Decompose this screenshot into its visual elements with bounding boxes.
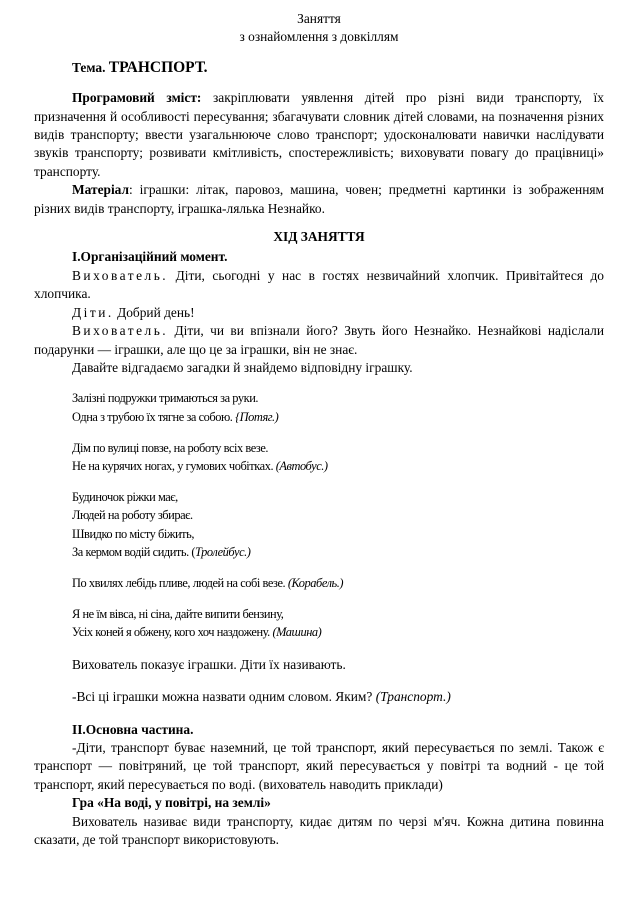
section1-text-2: Добрий день! [113, 304, 195, 320]
question-text: -Всі ці іграшки можна назвати одним словом. Яким? [72, 689, 376, 705]
show-toys-line: Вихователь показує іграшки. Діти їх називають. [72, 656, 346, 672]
section1-text-1: Діти, сьогодні у нас в гостях незвичайний хлопчик. Привітайтеся до хлопчика. [34, 267, 604, 302]
riddle-line: Залізні подружки тримаються за руки. [72, 391, 259, 406]
material-paragraph [34, 181, 604, 218]
section2-title: ІІ.Основна частина. [72, 721, 194, 737]
section1-title: І.Організаційний момент. [72, 249, 228, 265]
riddle-text: По хвилях лебідь пливе, людей на собі везе. [72, 576, 288, 591]
header-line-2: з ознайомлення з довкіллям [239, 29, 399, 45]
riddle-answer: (Машина) [272, 625, 322, 640]
riddle-line: Я не їм вівса, ні сіна, дайте випити бензину, [72, 606, 284, 621]
riddle-line [72, 408, 604, 427]
riddle-answer: (Корабель.) [287, 576, 344, 591]
section1-paragraph-3 [34, 322, 604, 359]
riddle-line [72, 543, 604, 562]
theme-label: Тема. [72, 59, 106, 75]
section2-paragraph-2: Вихователь називає види транспорту, кидає дитям по черзі м'яч. Кожна дитина повинна сказати, де той транспорт використовують. [34, 813, 604, 848]
speaker-teacher: Вихователь. [72, 323, 169, 339]
riddle-line: Людей на роботу збирає. [72, 508, 193, 523]
theme-value: ТРАНСПОРТ. [108, 58, 208, 76]
section2-paragraph-1: -Діти, транспорт буває наземний, це той транспорт, який пересувається по землі. Також є транспорт — повітряний, це той транспорт, який пересувається у повітрі та водний - це той транспорт, який пересувається по воді. (вихователь наводить приклади) [34, 740, 604, 792]
riddle-text: Усіх коней я обжену, кого хоч наздожену. [72, 625, 273, 640]
riddle-line [72, 457, 604, 476]
riddle-text: Одна з трубою їх тягне за собою. [72, 409, 236, 424]
program-label: Програмовий зміст: [72, 90, 202, 106]
material-text: : іграшки: літак, паровоз, машина, човен; предметні картинки із зображенням різних видів транспорту, іграшка-лялька Незнайко. [34, 182, 604, 216]
riddle-1 [34, 389, 604, 426]
question-answer: (Транспорт.) [375, 689, 451, 705]
section1-paragraph-1 [34, 267, 604, 304]
section1-paragraph-4: Давайте відгадаємо загадки й знайдемо відповідну іграшку. [72, 359, 413, 375]
material-label: Матеріал [72, 182, 130, 198]
game-title: Гра «На воді, у повітрі, на землі» [72, 795, 271, 811]
course-title: ХІД ЗАНЯТТЯ [273, 229, 365, 245]
riddle-line: Швидко по місту біжить, [72, 526, 194, 541]
riddle-line: Будиночок ріжки має, [72, 489, 178, 504]
section1-paragraph-2 [34, 304, 604, 322]
riddle-5 [34, 605, 604, 642]
riddle-2 [34, 439, 604, 476]
riddle-answer: {Потяг.) [235, 409, 279, 424]
riddle-3 [34, 488, 604, 562]
riddle-text: Не на курячих ногах, у гумових чобітках. [72, 459, 276, 474]
speaker-teacher: Вихователь. [72, 267, 169, 283]
riddle-4 [34, 574, 604, 593]
riddle-answer: (Автобус.) [275, 459, 328, 474]
riddle-line [72, 623, 604, 642]
riddle-line: Дім по вулиці повзе, на роботу всіх везе. [72, 440, 269, 455]
program-paragraph [34, 89, 604, 181]
riddle-text: За кермом водій сидить. ( [72, 545, 196, 560]
theme-line [34, 59, 604, 77]
program-text: закріплювати уявлення дітей про різні види транспорту, їх призначення й особливості пересування; збагачувати словник дітей словами, на позначення різних видів транспорту; ввести узагальнююче слово транспорт; удосконалювати навички наслідувати звуків транспорту; розвивати кмітливість, спостережливість; виховувати повагу до працівниці» транспорту. [34, 90, 604, 179]
header-line-1: Заняття [297, 11, 341, 26]
section1-text-3: Діти, чи ви впізнали його? Звуть його Незнайко. Незнайкові надіслали подарунки — іграшки, але що це за іграшки, він не знає. [34, 323, 604, 357]
speaker-children: Діти. [72, 304, 114, 320]
riddle-answer: Тролейбус.) [195, 545, 251, 560]
riddle-line [72, 574, 604, 593]
question-line [72, 688, 604, 706]
